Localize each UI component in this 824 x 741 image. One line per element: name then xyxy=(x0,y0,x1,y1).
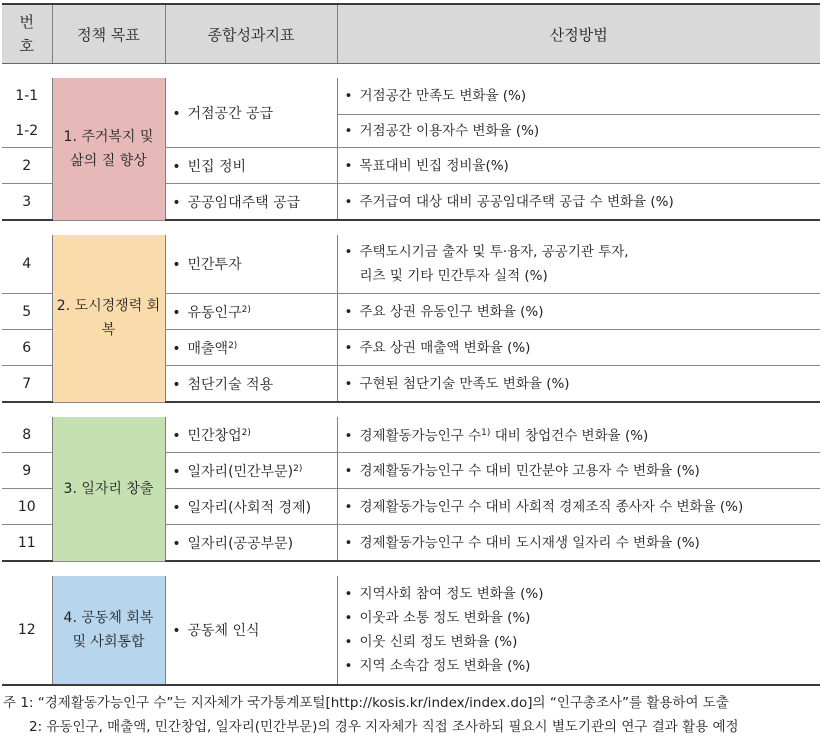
goal-text: 삶의 질 향상 xyxy=(70,152,147,169)
kpi-label: 일자리(사회적 경제) xyxy=(187,499,312,516)
method-cell xyxy=(337,525,820,562)
bullet: • xyxy=(344,303,353,320)
spacer-row xyxy=(2,64,820,79)
kpi-cell xyxy=(165,294,337,330)
kpi-label: 공공임대주택 공급 xyxy=(187,194,301,211)
method-text: 대비 창업건수 변화율 (%) xyxy=(490,428,649,444)
method-text: 리츠 및 기타 민간투자 실적 (%) xyxy=(359,268,548,284)
header-kpi: 종합성과지표 xyxy=(165,4,337,64)
bullet: • xyxy=(344,462,353,479)
bullet: • xyxy=(172,463,181,480)
row-number: 12 xyxy=(2,576,52,685)
bullet: • xyxy=(172,623,181,639)
bullet: • xyxy=(344,498,353,515)
bullet: • xyxy=(344,122,353,139)
bullet: • xyxy=(344,193,353,210)
bullet: • xyxy=(172,105,181,122)
row-number: 2 xyxy=(2,148,52,184)
kpi-cell xyxy=(165,576,337,685)
policy-goal-3 xyxy=(52,417,165,561)
kpi-cell xyxy=(165,235,337,294)
method-text: 이웃과 소통 정도 변화율 (%) xyxy=(359,610,531,626)
kpi-cell xyxy=(165,417,337,453)
footnote-2: 2: 유동인구, 매출액, 민간창업, 일자리(민간부문)의 경우 지자체가 직접 조사하되 필요시 별도기관의 연구 결과 활용 예정 xyxy=(29,719,739,735)
header-no: 번호 xyxy=(2,4,52,64)
bullet: • xyxy=(172,194,181,211)
bullet: • xyxy=(344,586,353,602)
method-text: 주요 상권 유동인구 변화율 (%) xyxy=(359,303,544,320)
row-number: 7 xyxy=(2,366,52,403)
bullet: • xyxy=(344,339,353,356)
bullet: • xyxy=(172,499,181,516)
kpi-cell xyxy=(165,453,337,489)
bullet: • xyxy=(344,534,353,551)
kpi-label: 민간투자 xyxy=(187,257,242,273)
footnotes xyxy=(3,691,739,739)
method-text: 지역사회 참여 정도 변화율 (%) xyxy=(359,586,544,602)
method-text: 경제활동가능인구 수 xyxy=(359,428,482,444)
method-text: 경제활동가능인구 수 대비 민간분야 고용자 수 변화율 (%) xyxy=(359,462,700,479)
bullet: • xyxy=(172,535,181,552)
row-number: 9 xyxy=(2,453,52,489)
footnote-marker: 1) xyxy=(481,428,491,438)
method-text: 거점공간 이용자수 변화율 (%) xyxy=(359,122,540,139)
method-text: 이웃 신뢰 정도 변화율 (%) xyxy=(359,634,518,650)
method-text: 경제활동가능인구 수 대비 사회적 경제조직 종사자 수 변화율 (%) xyxy=(359,498,744,515)
row-number: 8 xyxy=(2,417,52,453)
spacer-row xyxy=(2,561,820,576)
kpi-cell xyxy=(165,148,337,184)
performance-indicator-table xyxy=(2,3,820,686)
bullet: • xyxy=(172,340,181,357)
method-cell xyxy=(337,366,820,403)
kpi-cell xyxy=(165,489,337,525)
table-row xyxy=(2,78,820,114)
kpi-cell xyxy=(165,525,337,562)
method-text: 주거급여 대상 대비 공공임대주택 공급 수 변화율 (%) xyxy=(359,193,674,210)
table-row xyxy=(2,417,820,453)
kpi-label: 매출액 xyxy=(187,340,229,357)
goal-text: 4. 공동체 회복 xyxy=(63,610,154,626)
table-row xyxy=(2,235,820,294)
footnote-1: 주 1: “경제활동가능인구 수”는 지자체가 국가통계포털[http://kosis.kr/index/index.do]의 “인구총조사”를 활용하여 도출 xyxy=(3,695,729,711)
policy-goal-1 xyxy=(52,78,165,220)
bullet: • xyxy=(344,244,353,260)
bullet: • xyxy=(344,610,353,626)
kpi-label: 빈집 정비 xyxy=(187,158,247,175)
policy-goal-4 xyxy=(52,576,165,685)
row-number: 3 xyxy=(2,184,52,221)
method-cell xyxy=(337,453,820,489)
footnote-marker: 2) xyxy=(241,304,251,315)
kpi-label: 거점공간 공급 xyxy=(187,105,274,122)
bullet: • xyxy=(344,658,353,674)
row-number: 11 xyxy=(2,525,52,562)
method-text: 지역 소속감 정도 변화율 (%) xyxy=(359,658,531,674)
bullet: • xyxy=(344,87,353,104)
kpi-label: 민간창업 xyxy=(187,427,242,444)
method-cell xyxy=(337,184,820,221)
method-cell xyxy=(337,576,820,685)
bullet: • xyxy=(172,158,181,175)
spacer-row xyxy=(2,402,820,417)
footnote-marker: 2) xyxy=(293,463,303,474)
method-text: 목표대비 빈집 정비율(%) xyxy=(359,157,509,174)
row-number: 6 xyxy=(2,330,52,366)
method-text: 거점공간 만족도 변화율 (%) xyxy=(359,87,527,104)
bullet: • xyxy=(172,376,181,393)
spacer-row xyxy=(2,220,820,235)
bullet: • xyxy=(344,428,353,444)
goal-text: 2. 도시경쟁력 회복 xyxy=(56,298,161,339)
method-cell xyxy=(337,489,820,525)
kpi-label: 공동체 인식 xyxy=(187,623,260,639)
method-text: 주택도시기금 출자 및 투·융자, 공공기관 투자, xyxy=(359,244,629,260)
bullet: • xyxy=(344,634,353,650)
kpi-cell xyxy=(165,78,337,148)
kpi-cell xyxy=(165,366,337,403)
table-row xyxy=(2,576,820,685)
bullet: • xyxy=(344,157,353,174)
row-number: 1-2 xyxy=(2,114,52,148)
header-method: 산정방법 xyxy=(337,4,820,64)
kpi-label: 첨단기술 적용 xyxy=(187,376,274,393)
row-number: 5 xyxy=(2,294,52,330)
goal-text: 3. 일자리 창출 xyxy=(63,480,154,497)
method-cell xyxy=(337,294,820,330)
bullet: • xyxy=(344,375,353,392)
row-number: 1-1 xyxy=(15,88,39,104)
bullet: • xyxy=(172,304,181,321)
header-goal: 정책 목표 xyxy=(52,4,165,64)
bullet: • xyxy=(172,427,181,444)
kpi-label: 일자리(민간부문) xyxy=(187,463,294,480)
row-number: 10 xyxy=(2,489,52,525)
row-number: 4 xyxy=(2,235,52,294)
goal-text: 1. 주거복지 및 xyxy=(63,128,154,145)
method-text: 경제활동가능인구 수 대비 도시재생 일자리 수 변화율 (%) xyxy=(359,534,700,551)
method-text: 주요 상권 매출액 변화율 (%) xyxy=(359,339,531,356)
goal-text: 및 사회통합 xyxy=(72,634,145,650)
footnote-marker: 2) xyxy=(228,340,238,351)
method-cell xyxy=(337,114,820,148)
footnote-marker: 2) xyxy=(241,427,251,438)
method-cell xyxy=(337,78,820,114)
method-cell xyxy=(337,417,820,453)
bullet: • xyxy=(172,257,181,273)
policy-goal-2 xyxy=(52,235,165,402)
table-header-row xyxy=(2,4,820,64)
kpi-label: 유동인구 xyxy=(187,304,242,321)
kpi-cell xyxy=(165,330,337,366)
method-cell xyxy=(337,330,820,366)
method-cell xyxy=(337,235,820,294)
kpi-cell xyxy=(165,184,337,221)
method-text: 구현된 첨단기술 만족도 변화율 (%) xyxy=(359,375,570,392)
method-cell xyxy=(337,148,820,184)
kpi-label: 일자리(공공부문) xyxy=(187,535,294,552)
